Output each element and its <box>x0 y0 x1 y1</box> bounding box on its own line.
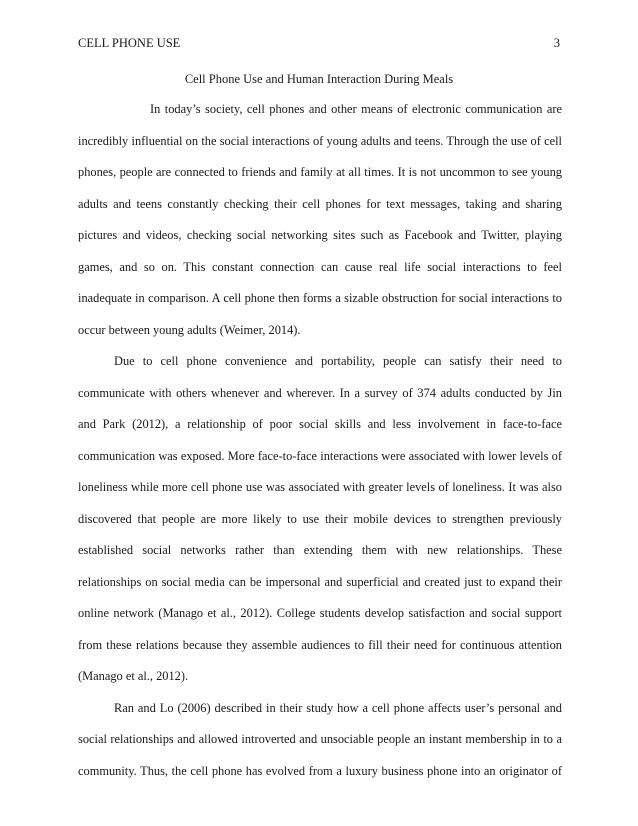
running-head <box>78 34 560 52</box>
page-number: 3 <box>553 36 560 50</box>
text-line: and Park (2012), a relationship of poor social skills and less involvement in face-to-face <box>78 417 562 431</box>
text-line: Ran and Lo (2006) described in their study how a cell phone affects user’s personal and <box>114 701 562 715</box>
text-line: In today’s society, cell phones and other means of electronic communication are <box>150 102 562 116</box>
text-line: phones, people are connected to friends and family at all times. It is not uncommon to see young <box>78 165 562 179</box>
document-title: Cell Phone Use and Human Interaction During Meals <box>184 72 454 86</box>
text-line: occur between young adults (Weimer, 2014). <box>78 323 301 337</box>
text-line: incredibly influential on the social interactions of young adults and teens. Through the use of cell <box>78 134 562 148</box>
text-line: Due to cell phone convenience and portability, people can satisfy their need to <box>114 354 562 368</box>
text-line: games, and so on. This constant connection can cause real life social interactions to feel <box>78 260 562 274</box>
text-line: discovered that people are more likely to use their mobile devices to strengthen previously <box>78 512 562 526</box>
text-line: online network (Manago et al., 2012). College students develop satisfaction and social support <box>78 606 562 620</box>
running-head-title: CELL PHONE USE <box>78 36 181 50</box>
text-line: from these relations because they assemble audiences to fill their need for continuous attention <box>78 638 562 652</box>
text-line: established social networks rather than extending them with new relationships. These <box>78 543 562 557</box>
text-line: inadequate in comparison. A cell phone then forms a sizable obstruction for social interactions to <box>78 291 562 305</box>
text-line: communicate with others whenever and wherever. In a survey of 374 adults conducted by Jin <box>78 386 562 400</box>
text-line: adults and teens constantly checking their cell phones for text messages, taking and sharing <box>78 197 562 211</box>
text-line: relationships on social media can be impersonal and superficial and created just to expand their <box>78 575 562 589</box>
text-line: (Manago et al., 2012). <box>78 669 189 683</box>
text-line: social relationships and allowed introverted and unsociable people an instant membership in to a <box>78 732 562 746</box>
text-line: loneliness while more cell phone use was associated with greater levels of loneliness. It was also <box>78 480 562 494</box>
text-line: community. Thus, the cell phone has evolved from a luxury business phone into an originator of <box>78 764 562 778</box>
text-line: pictures and videos, checking social networking sites such as Facebook and Twitter, playing <box>78 228 562 242</box>
text-line: communication was exposed. More face-to-face interactions were associated with lower levels of <box>78 449 562 463</box>
